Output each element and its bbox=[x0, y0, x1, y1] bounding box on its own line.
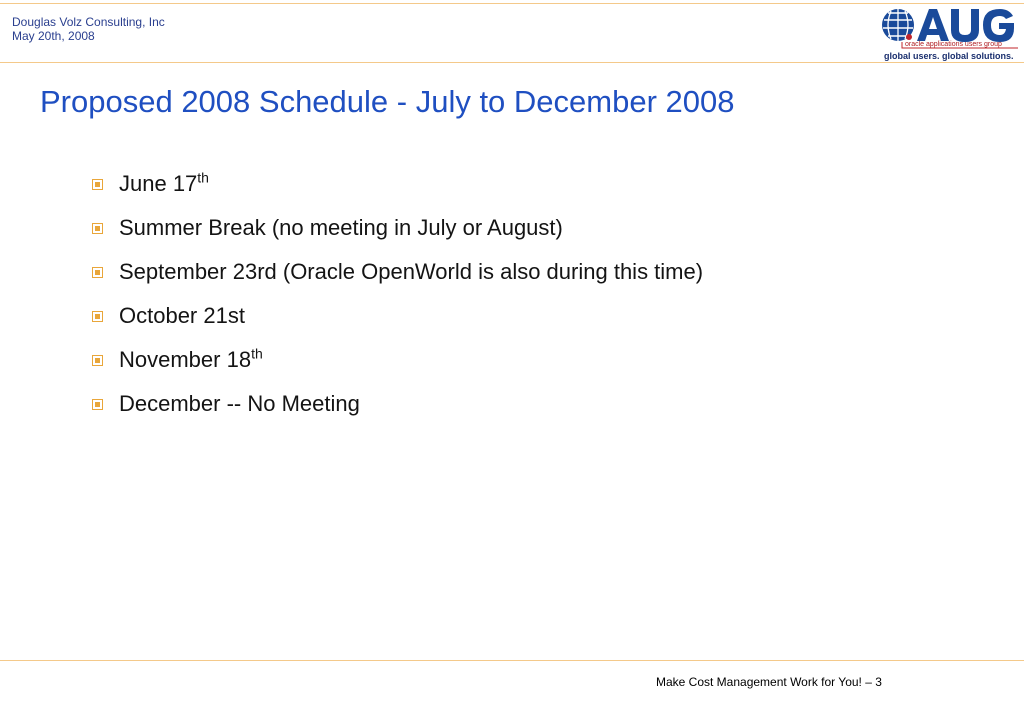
square-bullet-icon bbox=[92, 399, 103, 410]
list-item bbox=[92, 382, 703, 426]
footer-rule bbox=[0, 660, 1024, 661]
square-bullet-icon bbox=[92, 267, 103, 278]
item-text: September 23rd (Oracle OpenWorld is also during this time) bbox=[119, 259, 704, 284]
company-name: Douglas Volz Consulting, Inc bbox=[12, 15, 165, 29]
square-bullet-icon bbox=[92, 223, 103, 234]
footer-text: Make Cost Management Work for You! – 3 bbox=[656, 675, 882, 689]
slide-title: Proposed 2008 Schedule - July to December 2008 bbox=[40, 84, 735, 119]
list-item bbox=[92, 338, 703, 382]
square-bullet-icon bbox=[92, 179, 103, 190]
square-bullet-icon bbox=[92, 355, 103, 366]
list-item bbox=[92, 294, 703, 338]
list-item bbox=[92, 250, 703, 294]
item-text: Summer Break (no meeting in July or August) bbox=[119, 215, 563, 240]
item-text: December -- No Meeting bbox=[119, 391, 360, 416]
item-superscript: th bbox=[197, 169, 209, 186]
item-text: October 21st bbox=[119, 303, 245, 328]
item-text: November 18 bbox=[119, 347, 252, 372]
square-bullet-icon bbox=[92, 311, 103, 322]
logo-tagline: oracle applications users group bbox=[905, 41, 1002, 48]
logo-slogan: global users. global solutions. bbox=[884, 51, 1014, 61]
item-superscript: th bbox=[251, 345, 263, 362]
schedule-list bbox=[92, 162, 703, 426]
header-rule bbox=[0, 62, 1024, 63]
list-item bbox=[92, 206, 703, 250]
item-text: June 17 bbox=[119, 171, 198, 196]
top-rule bbox=[0, 3, 1024, 4]
presentation-date: May 20th, 2008 bbox=[12, 29, 95, 43]
list-item bbox=[92, 162, 703, 206]
